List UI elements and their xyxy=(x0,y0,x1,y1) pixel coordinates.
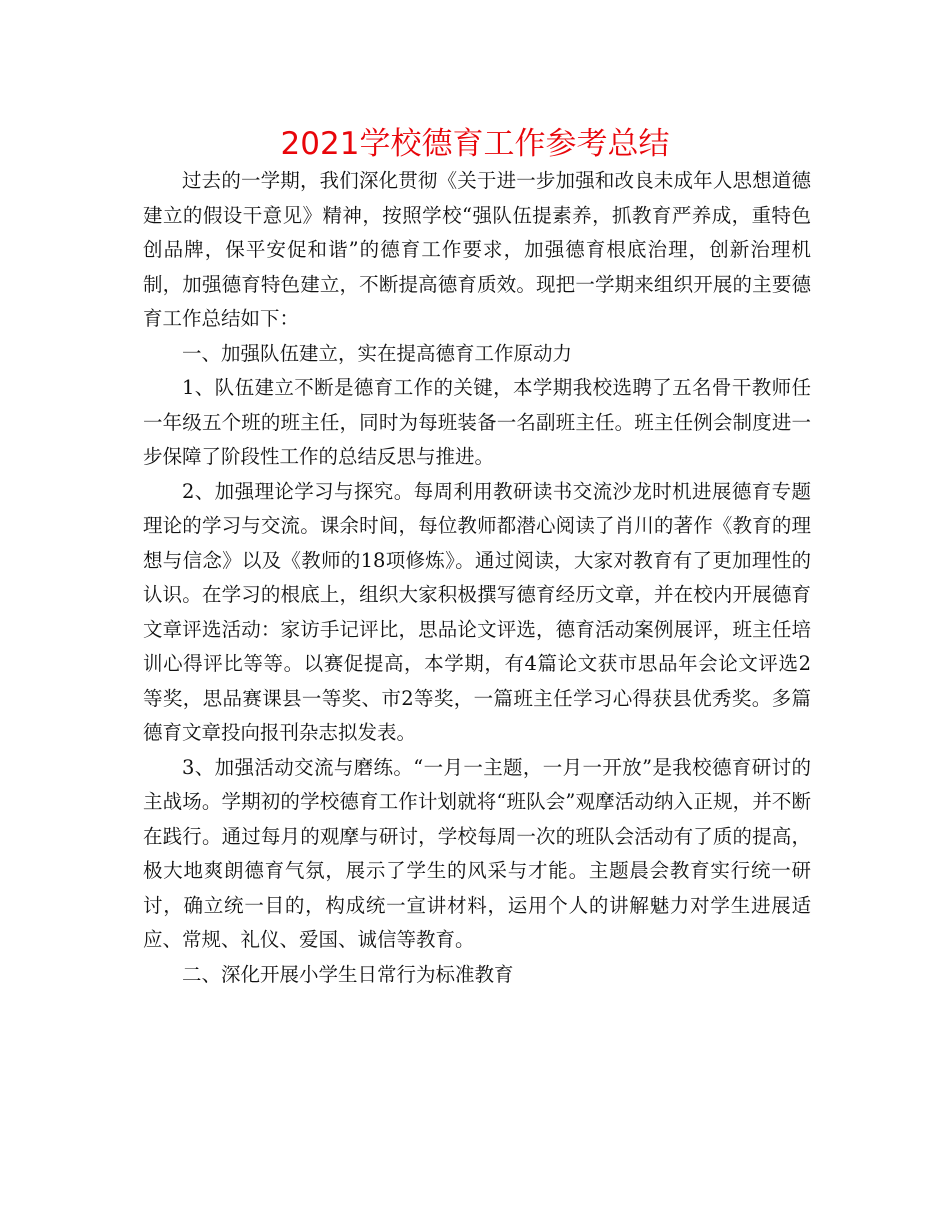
paragraph-theory-study: 2、加强理论学习与探究。每周利用教研读书交流沙龙时机进展德育专题理论的学习与交流。课余时间，每位教师都潜心阅读了肖川的著作《教育的理想与信念》以及《教师的18项修炼》。通过阅读，大家对教育有了更加理性的认识。在学习的根底上，组织大家积极撰写德育经历文章，并在校内开展德育文章评选活动：家访手记评比，思品论文评选，德育活动案例展评，班主任培训心得评比等等。以赛促提高，本学期，有4篇论文获市思品年会论文评选2等奖，思品赛课县一等奖、市2等奖，一篇班主任学习心得获县优秀奖。多篇德育文章投向报刊杂志拟发表。 xyxy=(143,479,811,744)
section-heading-2: 二、深化开展小学生日常行为标准教育 xyxy=(182,962,514,986)
intro-paragraph: 过去的一学期，我们深化贯彻《关于进一步加强和改良未成年人思想道德建立的假设干意见》精神，按照学校“强队伍提素养，抓教育严养成，重特色创品牌，保平安促和谐”的德育工作要求，加强德育根底治理，创新治理机制，加强德育特色建立，不断提高德育质效。现把一学期来组织开展的主要德育工作总结如下： xyxy=(143,169,811,330)
section-heading-1: 一、加强队伍建立，实在提高德育工作原动力 xyxy=(182,341,573,365)
paragraph-team-building: 1、队伍建立不断是德育工作的关键，本学期我校选聘了五名骨干教师任一年级五个班的班主任，同时为每班装备一名副班主任。班主任例会制度进一步保障了阶段性工作的总结反思与推进。 xyxy=(143,376,811,468)
document-title: 2021学校德育工作参考总结 xyxy=(280,126,670,162)
paragraph-activity-exchange: 3、加强活动交流与磨练。“一月一主题，一月一开放”是我校德育研讨的主战场。学期初的学校德育工作计划就将“班队会”观摩活动纳入正规，并不断在践行。通过每月的观摩与研讨，学校每周一次的班队会活动有了质的提高，极大地爽朗德育气氛，展示了学生的风采与才能。主题晨会教育实行统一研讨，确立统一目的，构成统一宣讲材料，运用个人的讲解魅力对学生进展适应、常规、礼仪、爱国、诚信等教育。 xyxy=(143,755,811,951)
document-body xyxy=(143,164,811,992)
